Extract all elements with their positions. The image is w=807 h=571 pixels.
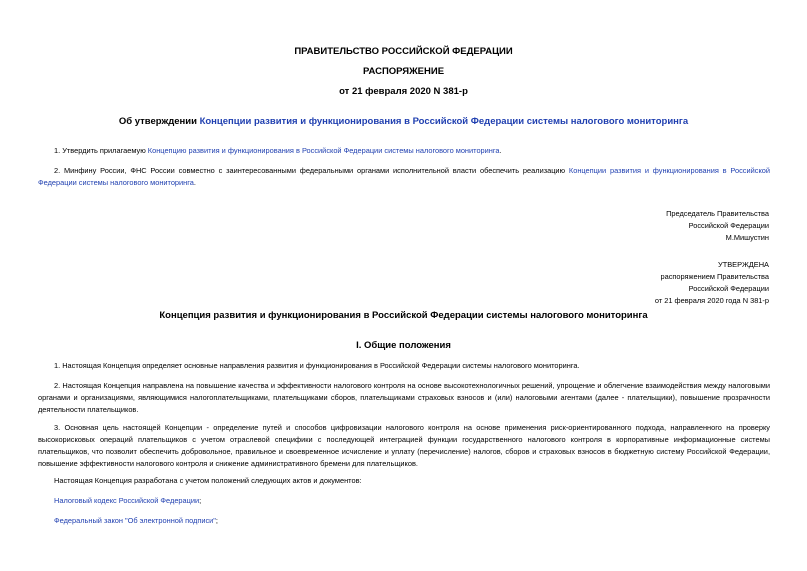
order-title-prefix: Об утверждении [118, 116, 200, 127]
section-heading-general: I. Общие положения [356, 340, 451, 351]
order-title [0, 116, 807, 127]
concept-paragraph-2: 2. Настоящая Концепция направлена на повышение качества и эффективности налогового контроля на основе высокотехнологичных решений, упрощение и облегчение взаимодействия между налоговыми органами и организациями, являющимися налогоплательщиками, плательщиками сборов, плательщиками страховых взносов и (или) налоговыми агентами (далее - плательщики), повышение прозрачности деятельности плательщиков. [38, 381, 770, 414]
order-p2-end: . [193, 178, 196, 187]
reference-end-e-signature: ; [215, 516, 218, 525]
concept-paragraph-1: 1. Настоящая Концепция определяет основные направления развития и функционирования в Российской Федерации системы налогового мониторинга. [54, 361, 580, 370]
signature-line-2: Российской Федерации [688, 221, 769, 230]
reference-link-e-signature[interactable]: Федеральный закон "Об электронной подписи" [54, 516, 216, 525]
order-p1-end: . [499, 146, 502, 155]
reference-item-e-signature [54, 515, 218, 527]
approval-line-2: распоряжением Правительства [660, 272, 769, 281]
order-p2-text: 2. Минфину России, ФНС России совместно с заинтересованными федеральными органами исполнительной власти обеспечить реализацию [54, 166, 569, 175]
order-p1-text: 1. Утвердить прилагаемую [54, 146, 148, 155]
reference-item-tax-code [54, 495, 201, 507]
signature-line-1: Председатель Правительства [666, 209, 769, 218]
reference-link-tax-code[interactable]: Налоговый кодекс Российской Федерации [54, 496, 200, 505]
approval-line-1: УТВЕРЖДЕНА [718, 260, 769, 269]
doc-type-heading: РАСПОРЯЖЕНИЕ [362, 66, 445, 77]
order-p1-link[interactable]: Концепцию развития и функционирования в Российской Федерации системы налогового мониторинга [147, 146, 500, 155]
approval-line-3: Российской Федерации [688, 284, 769, 293]
approval-line-4: от 21 февраля 2020 года N 381-р [654, 296, 769, 305]
order-paragraph-1 [38, 145, 770, 157]
signature-line-3: М.Мишустин [725, 233, 769, 242]
reference-end-tax-code: ; [199, 496, 202, 505]
order-p2-link[interactable]: Концепции развития и функционирования в Российской Федерации системы налогового мониторинга [38, 166, 770, 187]
order-title-link[interactable]: Концепции развития и функционирования в Российской Федерации системы налогового мониторинга [199, 116, 689, 127]
signature-block [666, 208, 769, 244]
concept-paragraph-3: 3. Основная цель настоящей Концепции - определение путей и способов цифровизации налогового контроля на основе применения риск-ориентированного подхода, направленного на проверку высокорисковых операций плательщиков с учетом отраслевой специфики с последующей интеграцией функции государственного налогового контроля в корпоративные информационные системы плательщиков, что позволит обеспечить добровольное, правильное и своевременное исчисление и уплату (перечисление) налогов, сборов и страховых взносов в бюджетную систему Российской Федерации, повышение эффективности налогового контроля и снижение административного бремени для плательщиков. [38, 423, 770, 468]
approval-block [655, 259, 769, 307]
government-heading: ПРАВИТЕЛЬСТВО РОССИЙСКОЙ ФЕДЕРАЦИИ [294, 46, 513, 57]
order-paragraph-2 [38, 165, 770, 189]
date-number-heading: от 21 февраля 2020 N 381-р [339, 86, 468, 97]
concept-title: Концепция развития и функционирования в Российской Федерации системы налогового мониторинга [159, 310, 648, 321]
concept-paragraph-4: Настоящая Концепция разработана с учетом положений следующих актов и документов: [54, 476, 362, 485]
